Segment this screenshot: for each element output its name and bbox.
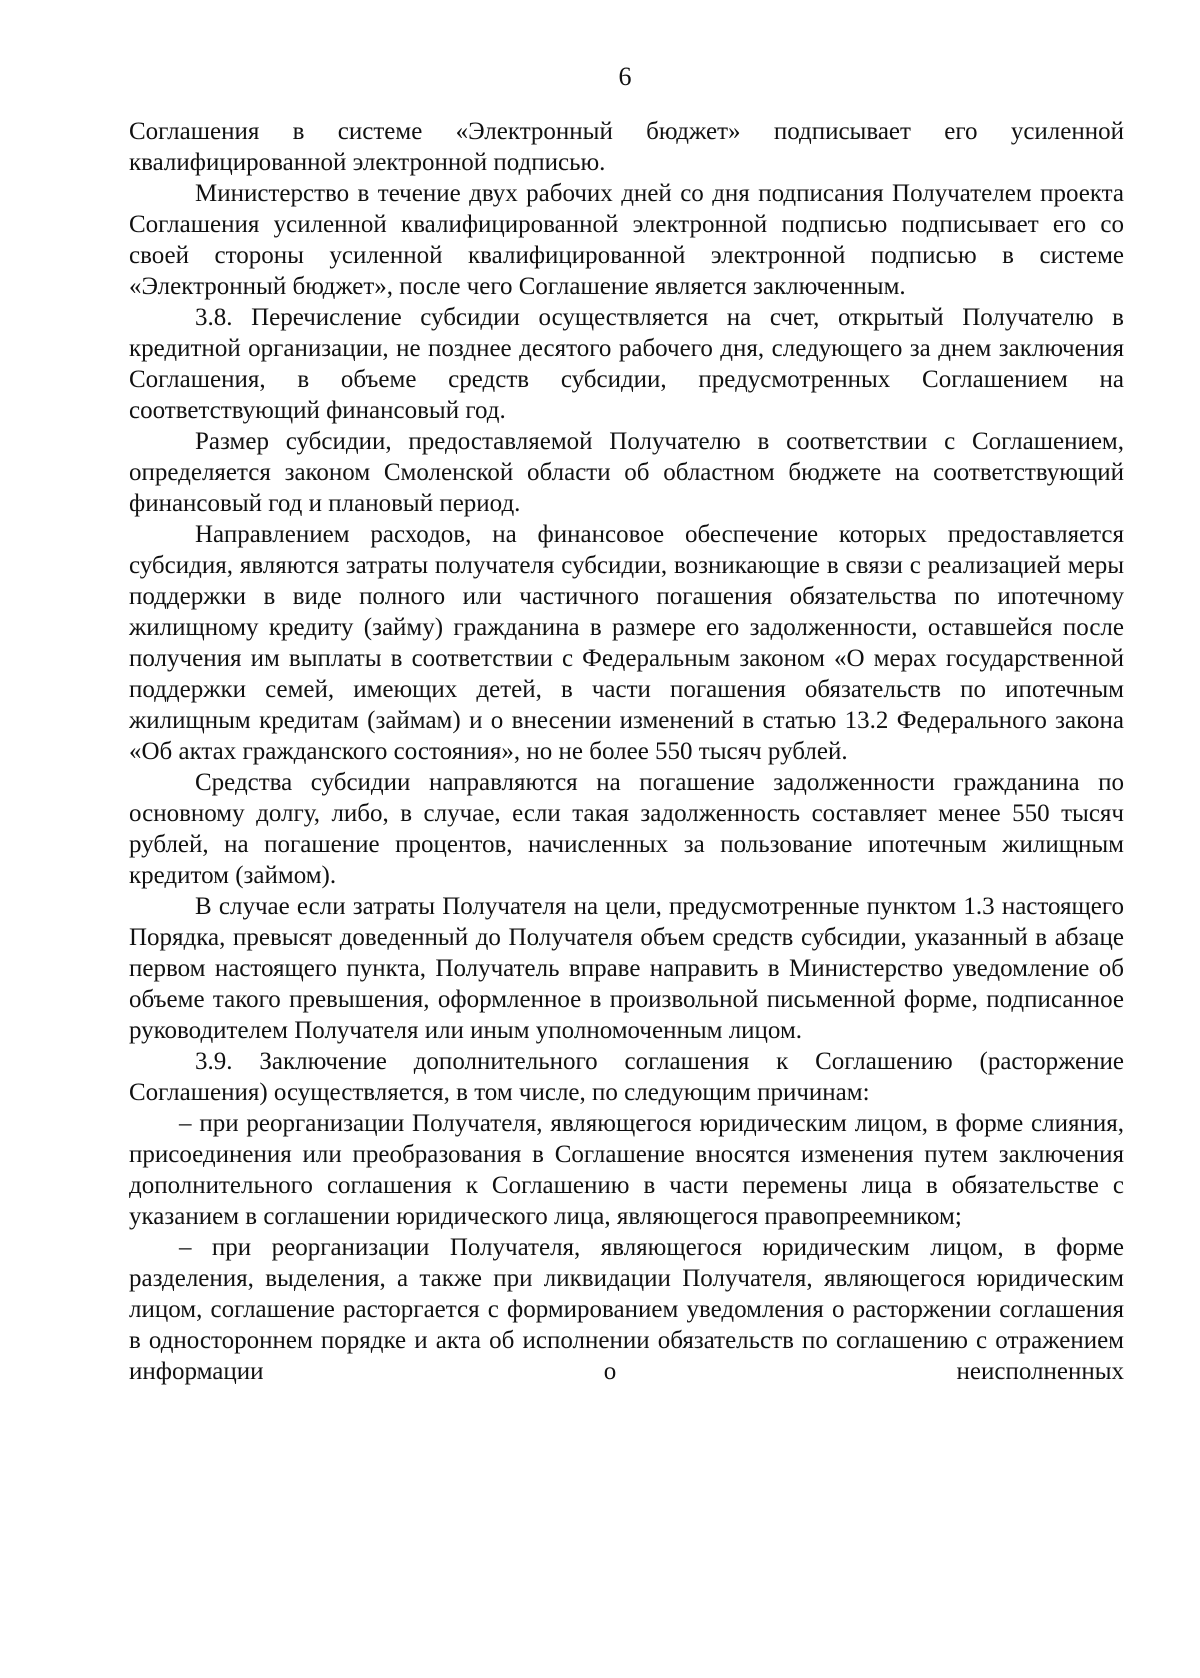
list-item-2: – при реорганизации Получателя, являющегося юридическим лицом, в форме разделения, выделения, а также при ликвидации Получателя, являющегося юридическим лицом, соглашение расторгается с формированием уведомления о расторжении соглашения в одностороннем порядке и акта об исполнении обязательств по соглашению с отражением информации о неисполненных [129,1234,1124,1385]
paragraph-1: Соглашения в системе «Электронный бюджет» подписывает его усиленной квалифицированной электронной подписью. [129,118,1124,176]
page-number: 6 [618,62,632,91]
paragraph-5: Направлением расходов, на финансовое обеспечение которых предоставляется субсидия, являются затраты получателя субсидии, возникающие в связи с реализацией меры поддержки в виде полного или частичного погашения обязательства по ипотечному жилищному кредиту (займу) гражданина в размере его задолженности, оставшейся после получения им выплаты в соответствии с Федеральным законом «О мерах государственной поддержки семей, имеющих детей, в части погашения обязательств по ипотечным жилищным кредитам (займам) и о внесении изменений в статью 13.2 Федерального закона «Об актах гражданского состояния», но не более 550 тысяч рублей. [129,521,1124,765]
paragraph-8: 3.9. Заключение дополнительного соглашения к Соглашению (расторжение Соглашения) осуществляется, в том числе, по следующим причинам: [129,1048,1124,1106]
paragraph-3: 3.8. Перечисление субсидии осуществляется на счет, открытый Получателю в кредитной организации, не позднее десятого рабочего дня, следующего за днем заключения Соглашения, в объеме средств субсидии, предусмотренных Соглашением на соответствующий финансовый год. [129,304,1124,424]
paragraph-6: Средства субсидии направляются на погашение задолженности гражданина по основному долгу, либо, в случае, если такая задолженность составляет менее 550 тысяч рублей, на погашение процентов, начисленных за пользование ипотечным жилищным кредитом (займом). [129,769,1124,889]
paragraph-7: В случае если затраты Получателя на цели, предусмотренные пунктом 1.3 настоящего Порядка, превысят доведенный до Получателя объем средств субсидии, указанный в абзаце первом настоящего пункта, Получатель вправе направить в Министерство уведомление об объеме такого превышения, оформленное в произвольной письменной форме, подписанное руководителем Получателя или иным уполномоченным лицом. [129,893,1124,1044]
paragraph-4: Размер субсидии, предоставляемой Получателю в соответствии с Соглашением, определяется законом Смоленской области об областном бюджете на соответствующий финансовый год и плановый период. [129,428,1124,517]
list-item-1: – при реорганизации Получателя, являющегося юридическим лицом, в форме слияния, присоединения или преобразования в Соглашение вносятся изменения путем заключения дополнительного соглашения к Соглашению в части перемены лица в обязательстве с указанием в соглашении юридического лица, являющегося правопреемником; [129,1110,1124,1230]
document-body [129,116,1124,1387]
paragraph-2: Министерство в течение двух рабочих дней со дня подписания Получателем проекта Соглашения усиленной квалифицированной электронной подписью подписывает его со своей стороны усиленной квалифицированной электронной подписью в системе «Электронный бюджет», после чего Соглашение является заключенным. [129,180,1124,300]
